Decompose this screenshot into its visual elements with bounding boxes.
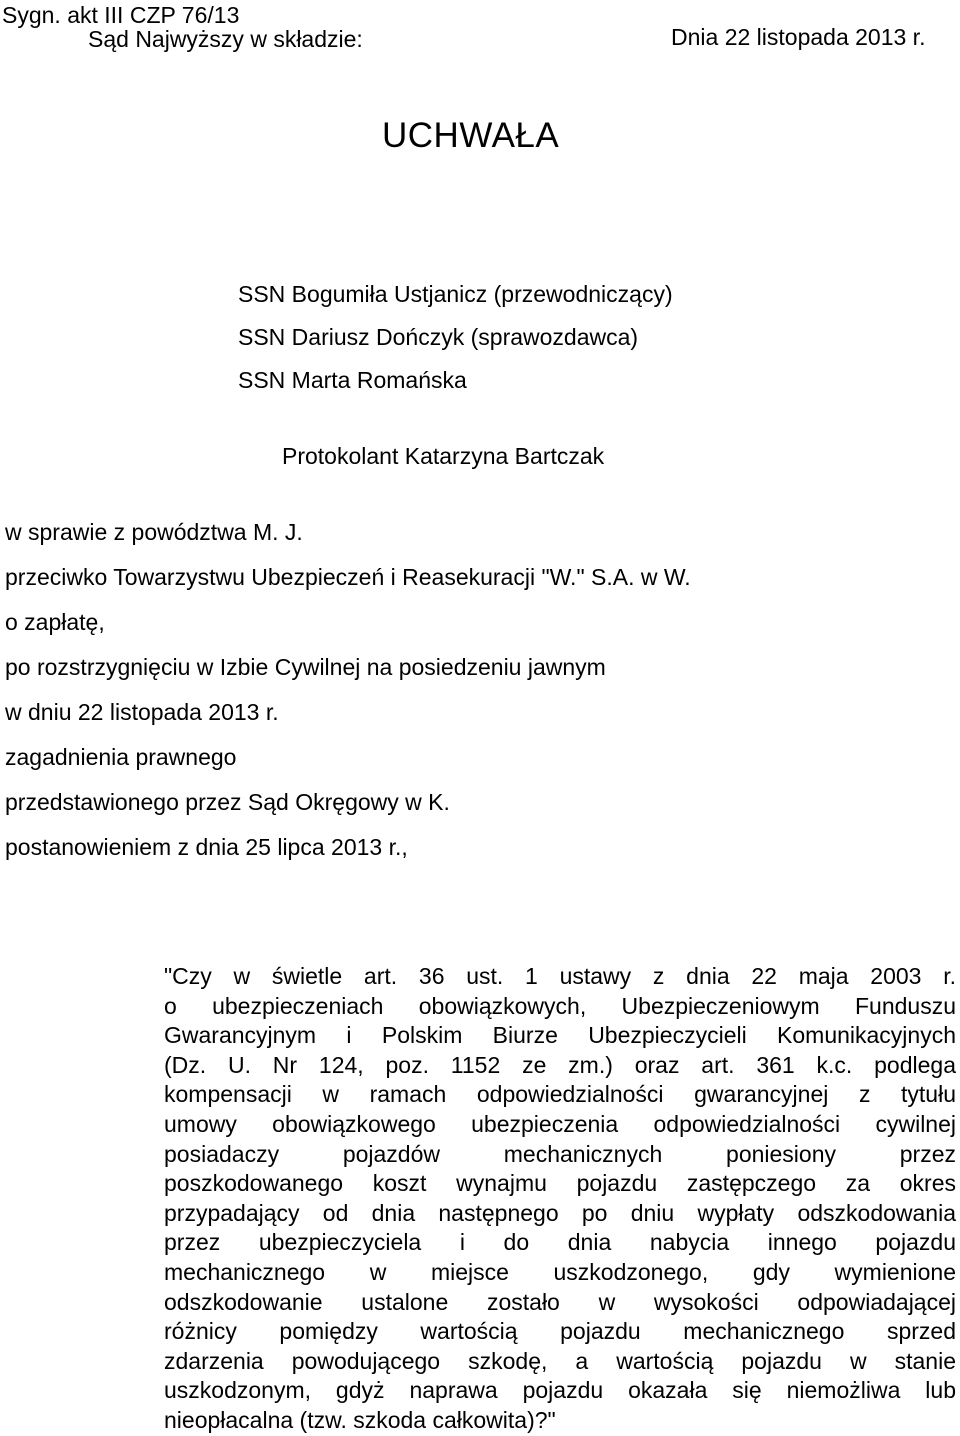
judge-rapporteur: SSN Dariusz Dończyk (sprawozdawca)	[238, 324, 639, 350]
case-line: w sprawie z powództwa M. J.	[5, 519, 303, 545]
question-line: przez ubezpieczyciela i do dnia nabycia innego pojazdu	[164, 1229, 956, 1256]
document-date: Dnia 22 listopada 2013 r.	[671, 24, 926, 50]
question-line: mechanicznego w miejsce uszkodzonego, gdy wymienione	[164, 1258, 956, 1285]
question-line: o ubezpieczeniach obowiązkowych, Ubezpieczeniowym Funduszu	[164, 992, 956, 1019]
court-composition-label: Sąd Najwyższy w składzie:	[88, 26, 363, 52]
question-line: umowy obowiązkowego ubezpieczenia odpowiedzialności cywilnej	[164, 1110, 956, 1137]
case-line: postanowieniem z dnia 25 lipca 2013 r.,	[5, 834, 408, 860]
case-line: w dniu 22 listopada 2013 r.	[5, 699, 279, 725]
case-line: przeciwko Towarzystwu Ubezpieczeń i Reasekuracji "W." S.A. w W.	[5, 564, 691, 590]
question-line: Gwarancyjnym i Polskim Biurze Ubezpieczycieli Komunikacyjnych	[164, 1022, 956, 1049]
document-title: UCHWAŁA	[382, 116, 560, 155]
question-line: "Czy w świetle art. 36 ust. 1 ustawy z dnia 22 maja 2003 r.	[164, 963, 956, 989]
case-line: przedstawionego przez Sąd Okręgowy w K.	[5, 789, 450, 815]
question-line: zdarzenia powodującego szkodę, a wartością pojazdu w stanie	[164, 1347, 956, 1374]
question-line: (Dz. U. Nr 124, poz. 1152 ze zm.) oraz art. 361 k.c. podlega	[164, 1051, 956, 1078]
question-line: uszkodzonym, gdyż naprawa pojazdu okazała się niemożliwa lub	[164, 1377, 956, 1404]
judge-member: SSN Marta Romańska	[238, 367, 467, 393]
question-line: różnicy pomiędzy wartością pojazdu mechanicznego sprzed	[164, 1318, 956, 1345]
judges-list	[238, 283, 673, 412]
question-line: poszkodowanego koszt wynajmu pojazdu zastępczego za okres	[164, 1170, 956, 1197]
question-line: kompensacji w ramach odpowiedzialności gwarancyjnej z tytułu	[164, 1081, 956, 1108]
question-line: odszkodowanie ustalone zostało w wysokości odpowiadającej	[164, 1288, 956, 1315]
case-line: o zapłatę,	[5, 609, 105, 635]
case-line: zagadnienia prawnego	[5, 744, 237, 770]
legal-question	[164, 962, 956, 1436]
case-line: po rozstrzygnięciu w Izbie Cywilnej na posiedzeniu jawnym	[5, 654, 606, 680]
clerk-line: Protokolant Katarzyna Bartczak	[282, 443, 605, 469]
question-line: nieopłacalna (tzw. szkoda całkowita)?"	[164, 1406, 556, 1433]
question-line: przypadający od dnia następnego po dniu wypłaty odszkodowania	[164, 1199, 956, 1226]
case-signature: Sygn. akt III CZP 76/13	[2, 2, 240, 28]
question-line: posiadaczy pojazdów mechanicznych poniesiony przez	[164, 1140, 956, 1167]
case-description	[5, 519, 691, 879]
judge-presiding: SSN Bogumiła Ustjanicz (przewodniczący)	[238, 281, 673, 307]
